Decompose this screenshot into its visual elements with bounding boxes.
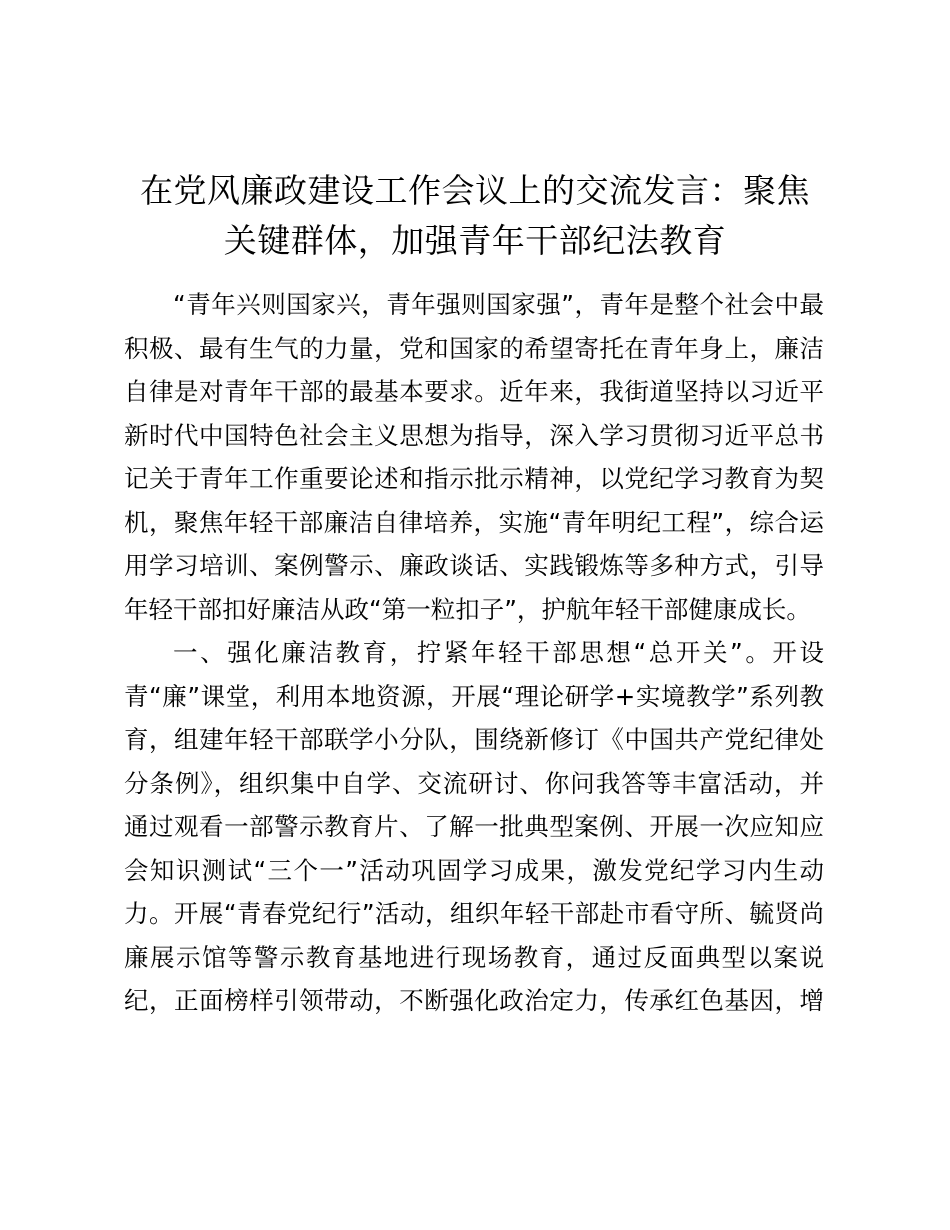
paragraph-line: 机，聚焦年轻干部廉洁自律培养，实施“青年明纪工程”，综合运 <box>124 507 824 537</box>
paragraph-line: 分条例》，组织集中自学、交流研讨、你问我答等丰富活动，并 <box>124 768 824 798</box>
paragraph-line: “青年兴则国家兴，青年强则国家强”，青年是整个社会中最 <box>173 290 824 319</box>
paragraph-line: 廉展示馆等警示教育基地进行现场教育，通过反面典型以案说 <box>124 942 824 972</box>
paragraph-line: 用学习培训、案例警示、廉政谈话、实践锻炼等多种方式，引导 <box>124 551 824 580</box>
paragraph-line: 积极、最有生气的力量，党和国家的希望寄托在青年身上，廉洁 <box>124 333 824 363</box>
document-body <box>124 283 824 1023</box>
title-line-1: 在党风廉政建设工作会议上的交流发言：聚焦 <box>140 171 810 210</box>
paragraph-line: 力。开展“青春党纪行”活动，组织年轻干部赴市看守所、毓贤尚 <box>124 899 824 928</box>
paragraph-line: 记关于青年工作重要论述和指示批示精神，以党纪学习教育为契 <box>124 464 824 493</box>
paragraph-line: 自律是对青年干部的最基本要求。近年来，我街道坚持以习近平 <box>124 377 824 406</box>
paragraph-line: 青“廉”课堂，利用本地资源，开展“理论研学+实境教学”系列教 <box>124 681 824 711</box>
document-title <box>120 166 830 266</box>
paragraph-1 <box>124 283 824 631</box>
paragraph-line: 年轻干部扣好廉洁从政“第一粒扣子”，护航年轻干部健康成长。 <box>124 594 811 624</box>
paragraph-line: 通过观看一部警示教育片、了解一批典型案例、开展一次应知应 <box>124 812 824 841</box>
title-line-2: 关键群体，加强青年干部纪法教育 <box>223 221 727 260</box>
paragraph-line: 新时代中国特色社会主义思想为指导，深入学习贯彻习近平总书 <box>124 420 824 450</box>
paragraph-line: 会知识测试“三个一”活动巩固学习成果，激发党纪学习内生动 <box>124 855 824 885</box>
paragraph-line: 纪，正面榜样引领带动，不断强化政治定力，传承红色基因，增 <box>124 986 824 1015</box>
paragraph-line: 一、强化廉洁教育，拧紧年轻干部思想“总开关”。开设 <box>173 638 824 667</box>
paragraph-2 <box>124 631 824 1023</box>
paragraph-line: 育，组建年轻干部联学小分队，围绕新修订《中国共产党纪律处 <box>124 725 824 754</box>
